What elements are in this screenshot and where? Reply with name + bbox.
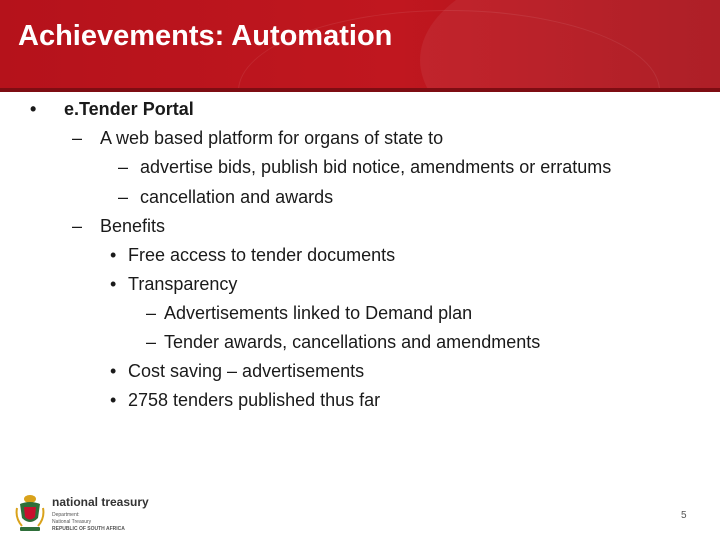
bullet-marker: • bbox=[110, 390, 117, 410]
dash-marker: – bbox=[118, 157, 129, 177]
bullet-transparency: Transparency bbox=[128, 274, 238, 294]
bullet-web-platform: A web based platform for organs of state to bbox=[100, 128, 444, 148]
page-number: 5 bbox=[681, 510, 687, 521]
logo-subline: REPUBLIC OF SOUTH AFRICA bbox=[52, 526, 125, 532]
bullet-advertise-bids: advertise bids, publish bid notice, amendments or erratums bbox=[140, 157, 612, 177]
logo-subline: National Treasury bbox=[52, 519, 92, 525]
bullet-marker: • bbox=[110, 361, 117, 381]
national-treasury-logo bbox=[10, 492, 170, 536]
bullet-marker: • bbox=[110, 245, 117, 265]
bullet-demand-plan: Advertisements linked to Demand plan bbox=[164, 303, 473, 323]
coat-of-arms-icon bbox=[14, 492, 46, 534]
dash-marker: – bbox=[146, 332, 157, 352]
title-bar-underline bbox=[0, 88, 720, 92]
bullet-free-access: Free access to tender documents bbox=[128, 245, 396, 265]
dash-marker: – bbox=[146, 303, 157, 323]
bullet-benefits: Benefits bbox=[100, 216, 166, 236]
bullet-tender-awards: Tender awards, cancellations and amendments bbox=[164, 332, 541, 352]
title-bar bbox=[0, 0, 720, 88]
bullet-tenders-published: 2758 tenders published thus far bbox=[128, 390, 381, 410]
bullet-cost-saving: Cost saving – advertisements bbox=[128, 361, 365, 381]
logo-name: national treasury bbox=[52, 495, 149, 509]
dash-marker: – bbox=[118, 187, 129, 207]
bullet-cancellation-awards: cancellation and awards bbox=[140, 187, 334, 207]
slide-footer bbox=[0, 480, 720, 540]
dash-marker: – bbox=[72, 216, 83, 236]
slide-title: Achievements: Automation bbox=[18, 20, 393, 52]
logo-subline: Department: bbox=[52, 512, 80, 518]
bullet-etender-portal: e.Tender Portal bbox=[64, 99, 194, 119]
bullet-marker: • bbox=[30, 99, 37, 119]
dash-marker: – bbox=[72, 128, 83, 148]
bullet-marker: • bbox=[110, 274, 117, 294]
